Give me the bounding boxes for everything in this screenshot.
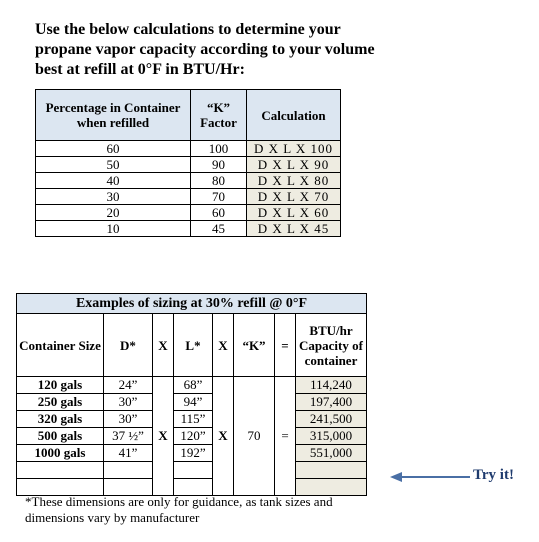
header-btu-capacity: BTU/hr Capacity of container — [296, 314, 367, 377]
cell-k-factor: 45 — [191, 221, 247, 237]
cell-container-size: 250 gals — [17, 394, 104, 411]
cell-length: 120” — [174, 428, 213, 445]
cell-calculation: D X L X 45 — [247, 221, 341, 237]
sizing-table-row — [17, 394, 367, 411]
cell-container-size: 500 gals — [17, 428, 104, 445]
cell-btu-capacity: 114,240 — [296, 377, 367, 394]
cell-k: 70 — [234, 377, 275, 496]
sizing-table-row — [17, 445, 367, 462]
cell-percentage: 30 — [36, 189, 191, 205]
header-k: “K” — [234, 314, 275, 377]
sizing-table-row — [17, 479, 367, 496]
footnote: *These dimensions are only for guidance, as tank sizes and dimensions vary by manufacturer — [25, 494, 333, 525]
cell-container-size: 1000 gals — [17, 445, 104, 462]
k-table-row — [36, 141, 341, 157]
cell-k-factor: 80 — [191, 173, 247, 189]
header-container-size: Container Size — [17, 314, 104, 377]
intro-text: Use the below calculations to determine your propane vapor capacity according to your volume best at refill at 0°F in BTU/Hr: — [35, 21, 375, 78]
cell-times-1: X — [153, 377, 174, 496]
cell-calculation: D X L X 100 — [247, 141, 341, 157]
cell-diameter: 30” — [104, 394, 153, 411]
cell-btu-capacity: 315,000 — [296, 428, 367, 445]
cell-k-factor: 100 — [191, 141, 247, 157]
sizing-table-caption: Examples of sizing at 30% refill @ 0°F — [17, 294, 367, 314]
cell-equals: = — [275, 377, 296, 496]
header-length: L* — [174, 314, 213, 377]
cell-btu-capacity: 241,500 — [296, 411, 367, 428]
cell-diameter: 41” — [104, 445, 153, 462]
cell-calculation: D X L X 90 — [247, 157, 341, 173]
cell-length: 192” — [174, 445, 213, 462]
try-it-arrow-icon — [390, 469, 470, 485]
sizing-example-table — [16, 293, 367, 496]
cell-length: 94” — [174, 394, 213, 411]
cell-length: 115” — [174, 411, 213, 428]
cell-percentage: 20 — [36, 205, 191, 221]
cell-length — [174, 462, 213, 479]
cell-percentage: 50 — [36, 157, 191, 173]
cell-diameter — [104, 462, 153, 479]
cell-container-size: 120 gals — [17, 377, 104, 394]
cell-container-size: 320 gals — [17, 411, 104, 428]
sizing-table-row — [17, 377, 367, 394]
cell-container-size — [17, 479, 104, 496]
header-times-1: X — [153, 314, 174, 377]
header-equals: = — [275, 314, 296, 377]
cell-diameter: 37 ½” — [104, 428, 153, 445]
cell-k-factor: 90 — [191, 157, 247, 173]
cell-percentage: 10 — [36, 221, 191, 237]
header-percentage: Percentage in Container when refilled — [36, 90, 191, 141]
k-table-row — [36, 189, 341, 205]
try-it-label: Try it! — [473, 467, 514, 483]
sizing-table-row — [17, 462, 367, 479]
cell-length — [174, 479, 213, 496]
cell-btu-capacity: 197,400 — [296, 394, 367, 411]
sizing-table-row — [17, 428, 367, 445]
cell-btu-capacity — [296, 462, 367, 479]
header-diameter: D* — [104, 314, 153, 377]
cell-calculation: D X L X 80 — [247, 173, 341, 189]
cell-percentage: 60 — [36, 141, 191, 157]
cell-k-factor: 70 — [191, 189, 247, 205]
k-table-row — [36, 205, 341, 221]
k-factor-table — [35, 89, 341, 237]
cell-percentage: 40 — [36, 173, 191, 189]
cell-btu-capacity — [296, 479, 367, 496]
k-table-row — [36, 157, 341, 173]
cell-diameter: 30” — [104, 411, 153, 428]
k-table-row — [36, 221, 341, 237]
cell-container-size — [17, 462, 104, 479]
cell-length: 68” — [174, 377, 213, 394]
cell-diameter — [104, 479, 153, 496]
cell-times-2: X — [213, 377, 234, 496]
cell-calculation: D X L X 60 — [247, 205, 341, 221]
cell-diameter: 24” — [104, 377, 153, 394]
cell-k-factor: 60 — [191, 205, 247, 221]
header-times-2: X — [213, 314, 234, 377]
sizing-table-row — [17, 411, 367, 428]
header-k-factor: “K” Factor — [191, 90, 247, 141]
k-table-row — [36, 173, 341, 189]
cell-calculation: D X L X 70 — [247, 189, 341, 205]
cell-btu-capacity: 551,000 — [296, 445, 367, 462]
header-calculation: Calculation — [247, 90, 341, 141]
